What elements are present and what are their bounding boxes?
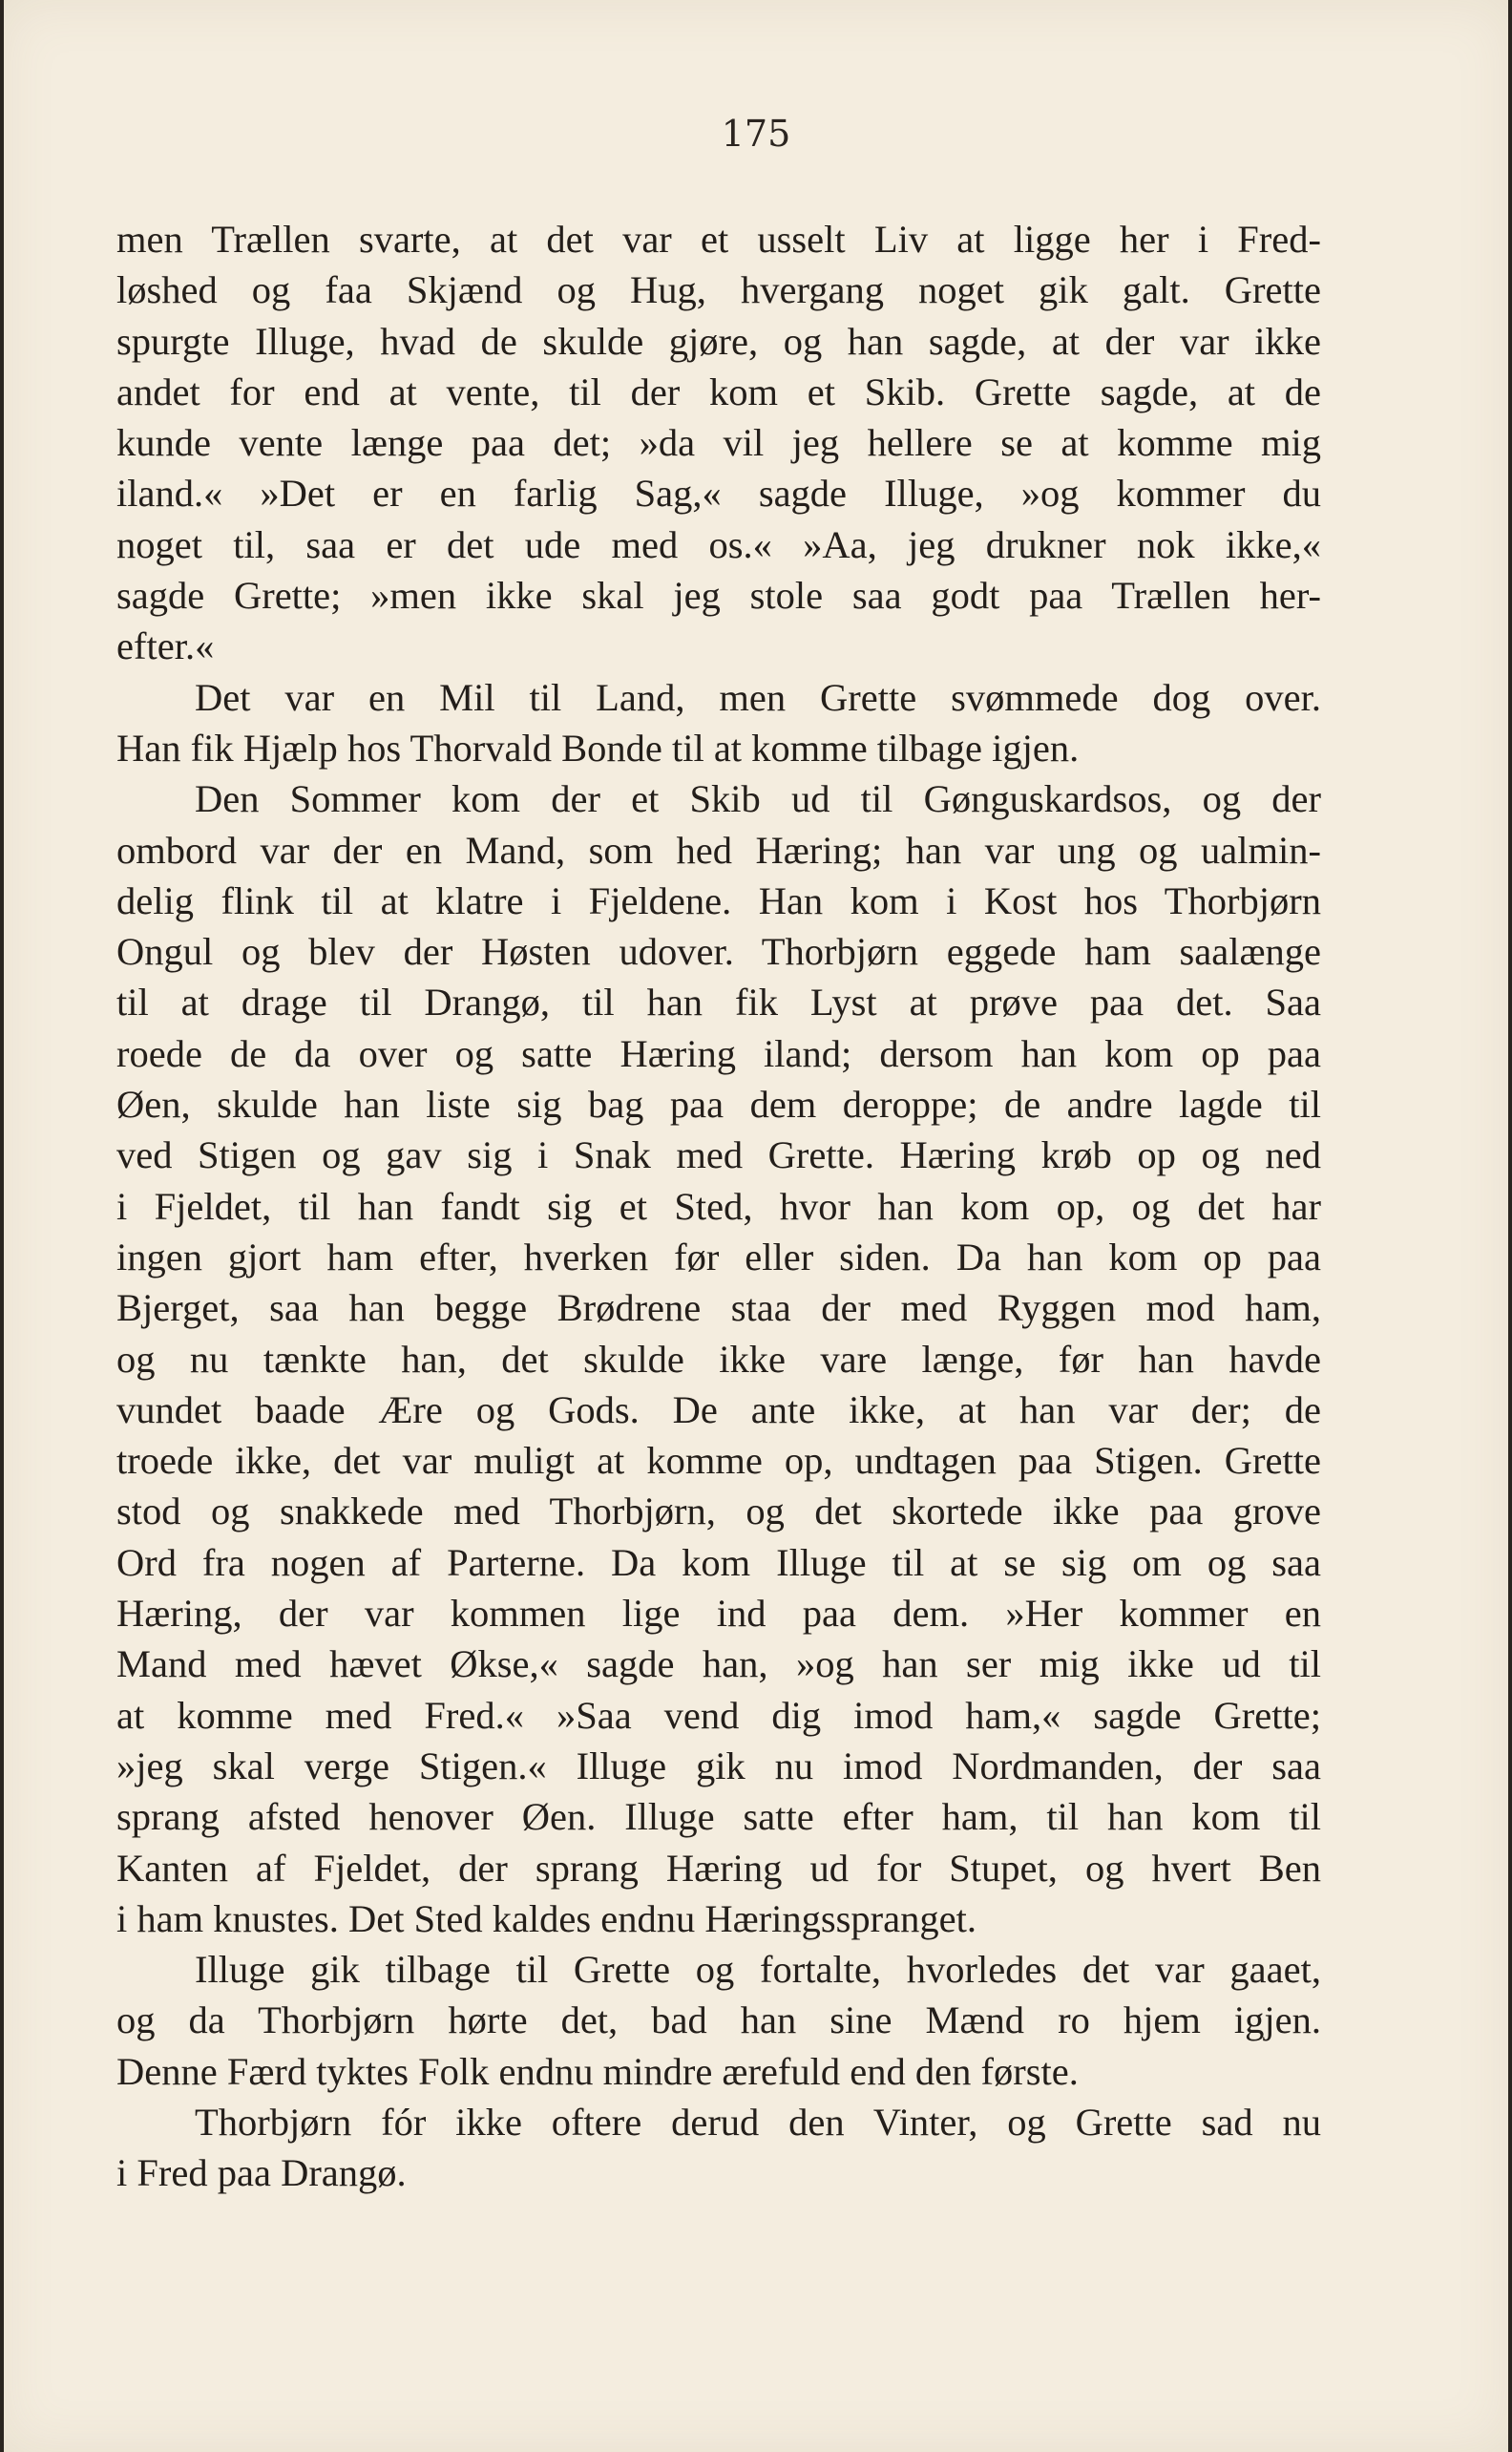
text-line: men Trællen svarte, at det var et usselt Liv at ligge her i Fred- [116,218,1321,261]
text-line: vundet baade Ære og Gods. De ante ikke, at han var der; de [116,1387,1321,1431]
text-line: og da Thorbjørn hørte det, bad han sine Mænd ro hjem igjen. [116,1998,1321,2042]
text-line: Han fik Hjælp hos Thorvald Bonde til at komme tilbage igjen. [116,726,1080,770]
text-line: spurgte Illuge, hvad de skulde gjøre, og han sagde, at der var ikke [116,319,1321,363]
text-line: Bjerget, saa han begge Brødrene staa der med Ryggen mod ham, [116,1286,1321,1330]
body-text [116,214,1321,2199]
scan-border-right [1508,0,1512,2452]
text-line: Den Sommer kom der et Skib ud til Gønguskardsos, og der [195,777,1321,821]
text-line: og nu tænkte han, det skulde ikke vare længe, før han havde [116,1337,1321,1381]
scan-border-left [0,0,4,2452]
text-line: troede ikke, det var muligt at komme op, undtagen paa Stigen. Grette [116,1439,1321,1483]
text-line: Illuge gik tilbage til Grette og fortalte, hvorledes det var gaaet, [195,1948,1321,1992]
text-line: Øen, skulde han liste sig bag paa dem deroppe; de andre lagde til [116,1083,1321,1127]
text-line: ingen gjort ham efter, hverken før eller siden. Da han kom op paa [116,1235,1321,1279]
text-line: ombord var der en Mand, som hed Hæring; han var ung og ualmin- [116,828,1321,872]
text-line: Hæring, der var kommen lige ind paa dem. »Her kommer en [116,1592,1321,1636]
text-line: i Fred paa Drangø. [116,2151,407,2195]
text-line: noget til, saa er det ude med os.« »Aa, jeg drukner nok ikke,« [116,522,1321,566]
text-line: sagde Grette; »men ikke skal jeg stole saa godt paa Trællen her- [116,574,1321,618]
text-line: løshed og faa Skjænd og Hug, hvergang noget gik galt. Grette [116,268,1321,312]
text-line: sprang afsted henover Øen. Illuge satte efter ham, til han kom til [116,1795,1321,1839]
text-line: delig flink til at klatre i Fjeldene. Han kom i Kost hos Thorbjørn [116,878,1321,922]
text-line: stod og snakkede med Thorbjørn, og det skortede ikke paa grove [116,1490,1321,1533]
text-line: til at drage til Drangø, til han fik Lyst at prøve paa det. Saa [116,981,1321,1025]
text-line: efter.« [116,624,215,668]
text-line: kunde vente længe paa det; »da vil jeg hellere se at komme mig [116,421,1321,465]
text-line: Denne Færd tyktes Folk endnu mindre ærefuld end den første. [116,2049,1079,2093]
text-line: Mand med hævet Økse,« sagde han, »og han ser mig ikke ud til [116,1642,1321,1686]
text-line: Thorbjørn fór ikke oftere derud den Vinter, og Grette sad nu [195,2100,1321,2144]
text-line: »jeg skal verge Stigen.« Illuge gik nu imod Nordmanden, der saa [116,1744,1321,1787]
text-line: Kanten af Fjeldet, der sprang Hæring ud for Stupet, og hvert Ben [116,1846,1321,1890]
text-line: Ongul og blev der Høsten udover. Thorbjørn eggede ham saalænge [116,930,1321,974]
text-line: roede de da over og satte Hæring iland; dersom han kom op paa [116,1031,1321,1075]
text-line: andet for end at vente, til der kom et Skib. Grette sagde, at de [116,370,1321,413]
text-line: Ord fra nogen af Parterne. Da kom Illuge til at se sig om og saa [116,1540,1321,1584]
text-line: ved Stigen og gav sig i Snak med Grette. Hæring krøb op og ned [116,1133,1321,1177]
text-line: Det var en Mil til Land, men Grette svømmede dog over. [195,675,1321,719]
text-line: i Fjeldet, til han fandt sig et Sted, hvor han kom op, og det har [116,1184,1321,1228]
page-number: 175 [721,113,791,155]
text-line: i ham knustes. Det Sted kaldes endnu Hæringsspranget. [116,1896,976,1940]
text-line: at komme med Fred.« »Saa vend dig imod ham,« sagde Grette; [116,1693,1321,1737]
text-line: iland.« »Det er en farlig Sag,« sagde Illuge, »og kommer du [116,472,1321,516]
